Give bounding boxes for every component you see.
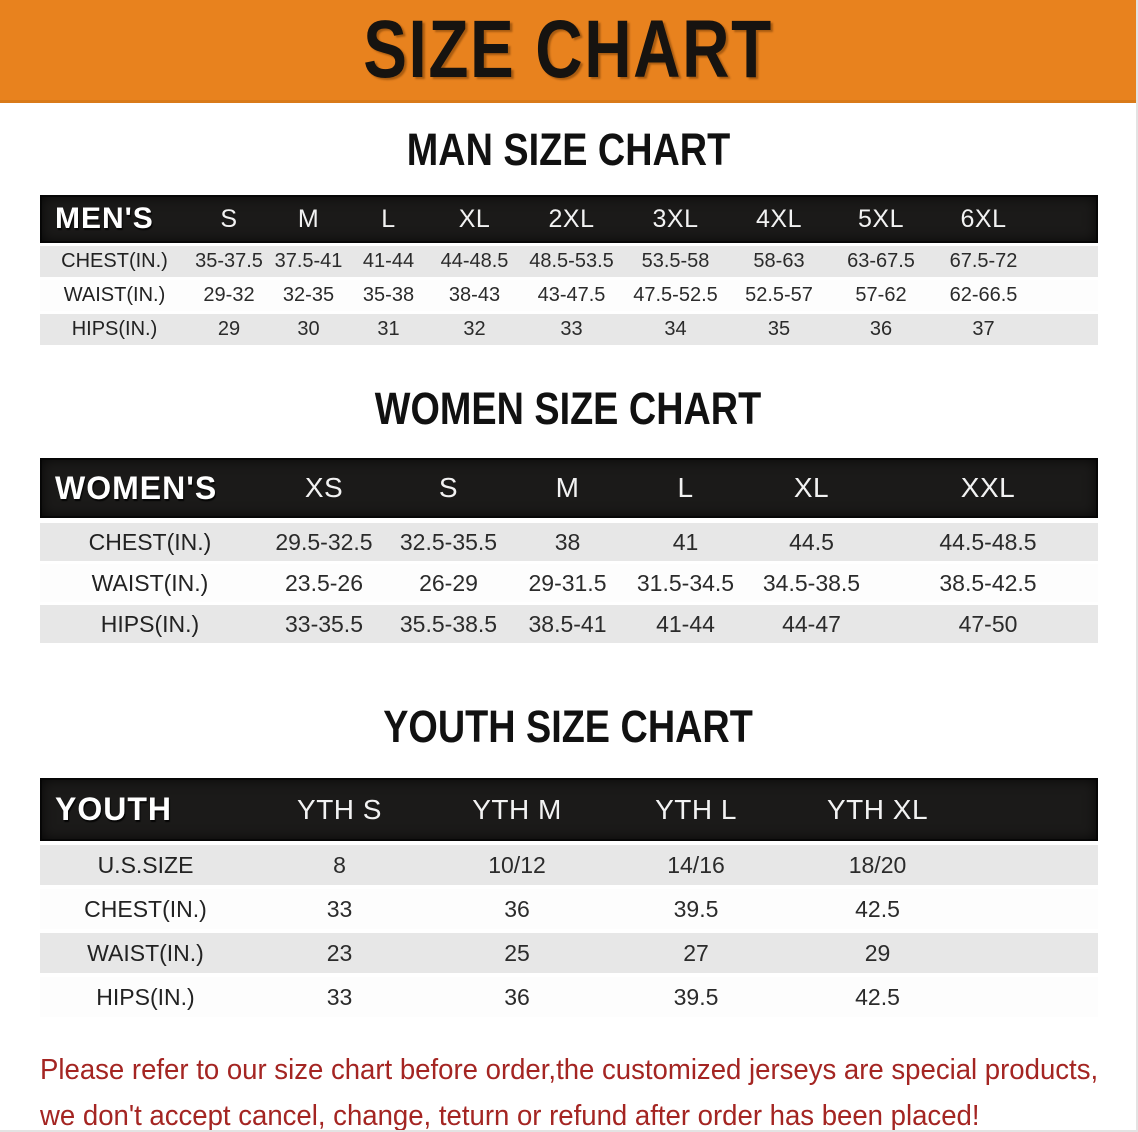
disclaimer-line-1: Please refer to our size chart before order,the customized jerseys are special products, <box>40 1054 1099 1086</box>
cell: 36 <box>504 895 530 922</box>
cell: 32 <box>463 318 486 340</box>
page-title: SIZE CHART <box>363 4 773 95</box>
youth-hips-row <box>40 977 1098 1017</box>
cell: 36 <box>504 983 530 1010</box>
cell: 10/12 <box>488 851 546 878</box>
cell: 62-66.5 <box>949 284 1018 306</box>
cell: 14/16 <box>667 851 725 878</box>
cell: 44.5-48.5 <box>939 528 1037 555</box>
cell: 33 <box>326 895 353 922</box>
women-size-header-xl: XL <box>793 472 830 503</box>
youth-heading-text: YOUTH SIZE CHART <box>383 701 753 752</box>
cell: 33-35.5 <box>284 610 363 637</box>
women-size-header-m: M <box>555 472 580 503</box>
women-size-header-xs: XS <box>304 472 344 503</box>
cell: 34.5-38.5 <box>762 569 861 596</box>
cell: 35.5-38.5 <box>399 610 498 637</box>
cell: 29-31.5 <box>528 569 607 596</box>
cell: 42.5 <box>855 895 900 922</box>
cell: 36 <box>869 318 893 340</box>
cell: 41 <box>672 528 699 555</box>
cell: 41-44 <box>656 610 715 637</box>
cell: 44-48.5 <box>440 250 509 272</box>
women-chest-row <box>40 523 1098 561</box>
cell: 38 <box>554 528 581 555</box>
cell: 53.5-58 <box>641 250 710 272</box>
men-waist-row <box>40 280 1098 311</box>
youth-ussize-row <box>40 845 1098 885</box>
women-size-header-xxl: XXL <box>960 472 1016 503</box>
cell: 29 <box>864 939 891 966</box>
women-table-header-row <box>40 458 1098 518</box>
men-table-title: MEN'S <box>55 202 154 235</box>
youth-waist-row <box>40 933 1098 973</box>
cell: 8 <box>333 851 346 878</box>
men-size-table <box>40 195 1098 348</box>
cell: 52.5-57 <box>745 284 813 306</box>
cell: 37 <box>972 318 995 340</box>
youth-chest-row <box>40 889 1098 929</box>
youth-table-header-row <box>40 778 1098 841</box>
cell: 38.5-42.5 <box>939 569 1037 596</box>
cell: 23 <box>326 939 353 966</box>
men-heading-text: MAN SIZE CHART <box>406 124 730 175</box>
row-label: CHEST(IN.) <box>84 895 207 922</box>
youth-section-heading <box>0 701 1136 752</box>
women-table-title: WOMEN'S <box>55 469 218 506</box>
women-hips-row <box>40 605 1098 643</box>
row-label: CHEST(IN.) <box>88 528 212 555</box>
men-size-header-6xl: 6XL <box>960 204 1007 233</box>
cell: 27 <box>683 939 709 966</box>
cell: 38-43 <box>448 284 501 306</box>
men-size-header-l: L <box>381 204 396 233</box>
cell: 34 <box>664 318 687 340</box>
row-label: U.S.SIZE <box>97 851 194 878</box>
cell: 42.5 <box>855 983 900 1010</box>
cell: 23.5-26 <box>284 569 363 596</box>
youth-size-table <box>40 778 1098 1021</box>
women-waist-row <box>40 564 1098 602</box>
men-size-header-5xl: 5XL <box>858 204 904 233</box>
cell: 33 <box>560 318 583 340</box>
cell: 57-62 <box>855 284 907 306</box>
men-size-header-m: M <box>297 204 320 233</box>
men-size-header-4xl: 4XL <box>756 204 802 233</box>
cell: 35 <box>767 318 791 340</box>
cell: 29-32 <box>203 284 255 306</box>
women-size-header-s: S <box>438 472 459 503</box>
men-section-heading <box>0 124 1136 175</box>
cell: 29.5-32.5 <box>275 528 373 555</box>
row-label: HIPS(IN.) <box>100 610 200 637</box>
men-size-header-s: S <box>220 204 238 233</box>
cell: 43-47.5 <box>537 284 606 306</box>
cell: 35-37.5 <box>195 250 263 272</box>
youth-size-header-s: YTH S <box>297 793 382 825</box>
cell: 44.5 <box>789 528 834 555</box>
cell: 32-35 <box>282 284 335 306</box>
cell: 67.5-72 <box>949 250 1018 272</box>
cell: 44-47 <box>782 610 841 637</box>
cell: 63-67.5 <box>847 250 915 272</box>
cell: 41-44 <box>362 250 415 272</box>
women-size-table <box>40 458 1098 646</box>
disclaimer-line-2: we don't accept cancel, change, teturn or refund after order has been placed! <box>40 1100 980 1132</box>
cell: 32.5-35.5 <box>399 528 498 555</box>
cell: 38.5-41 <box>528 610 607 637</box>
cell: 29 <box>217 318 241 340</box>
cell: 31 <box>377 318 400 340</box>
men-table-header-row <box>40 195 1098 243</box>
cell: 33 <box>326 983 353 1010</box>
men-size-header-3xl: 3XL <box>652 204 699 233</box>
cell: 18/20 <box>848 851 907 878</box>
row-label: WAIST(IN.) <box>91 569 209 596</box>
row-label: WAIST(IN.) <box>87 939 204 966</box>
row-label: HIPS(IN.) <box>96 983 195 1010</box>
youth-size-header-m: YTH M <box>472 793 562 825</box>
row-label: CHEST(IN.) <box>61 250 168 272</box>
men-size-header-2xl: 2XL <box>548 204 595 233</box>
row-label: HIPS(IN.) <box>71 318 158 340</box>
women-section-heading <box>0 383 1136 434</box>
cell: 58-63 <box>753 250 805 272</box>
cell: 39.5 <box>673 983 719 1010</box>
men-size-header-xl: XL <box>458 204 491 233</box>
disclaimer-text <box>40 1047 1099 1132</box>
cell: 35-38 <box>362 284 415 306</box>
cell: 37.5-41 <box>274 250 343 272</box>
banner <box>0 0 1136 103</box>
cell: 31.5-34.5 <box>636 569 735 596</box>
cell: 26-29 <box>419 569 478 596</box>
row-label: WAIST(IN.) <box>63 284 166 306</box>
cell: 25 <box>504 939 530 966</box>
youth-size-header-l: YTH L <box>655 793 737 825</box>
cell: 30 <box>297 318 320 340</box>
cell: 47.5-52.5 <box>633 284 718 306</box>
youth-table-title: YOUTH <box>55 791 172 827</box>
women-size-header-l: L <box>677 472 694 503</box>
youth-size-header-xl: YTH XL <box>826 793 929 825</box>
cell: 48.5-53.5 <box>529 250 614 272</box>
cell: 47-50 <box>958 610 1018 637</box>
women-heading-text: WOMEN SIZE CHART <box>374 383 762 434</box>
men-hips-row <box>40 314 1098 345</box>
cell: 39.5 <box>673 895 719 922</box>
men-chest-row <box>40 246 1098 277</box>
